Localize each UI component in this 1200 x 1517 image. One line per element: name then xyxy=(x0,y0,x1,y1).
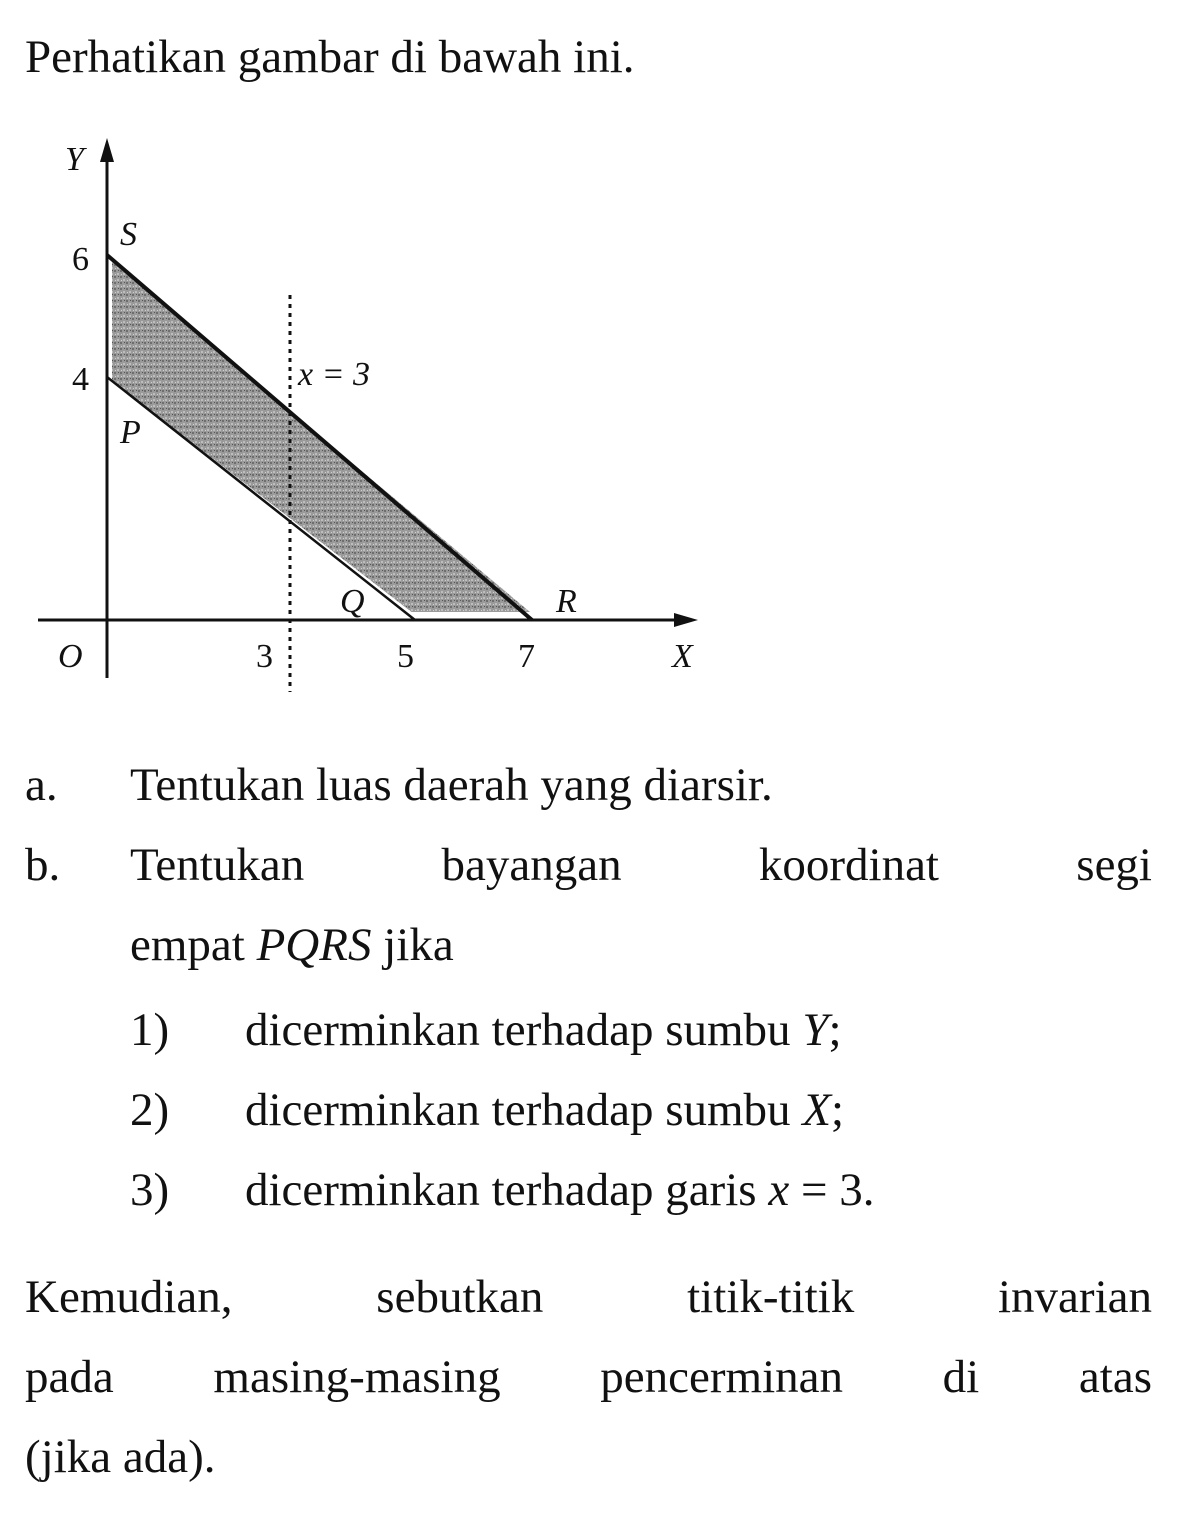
item-3-end: = 3. xyxy=(789,1164,875,1216)
question-a-text: Tentukan luas daerah yang diarsir. xyxy=(130,759,773,811)
item-3-text xyxy=(245,1163,874,1217)
item-1-text xyxy=(245,1003,842,1057)
x-tick-7: 7 xyxy=(518,638,535,675)
y-tick-6: 6 xyxy=(72,241,89,278)
item-2-label: dicerminkan terhadap sumbu xyxy=(245,1084,803,1136)
segment-sr xyxy=(107,255,532,620)
coordinate-figure xyxy=(0,0,760,720)
item-1-label: dicerminkan terhadap sumbu xyxy=(245,1004,803,1056)
x-tick-5: 5 xyxy=(397,638,414,675)
vertex-r-label: R xyxy=(556,583,577,620)
closing-line3: (jika ada). xyxy=(25,1431,216,1483)
line-x3-label: x = 3 xyxy=(298,356,371,393)
y-axis-arrow-icon xyxy=(100,138,114,162)
question-b-line2-pre: empat xyxy=(130,919,257,971)
x-axis-arrow-icon xyxy=(674,613,698,627)
question-b-line2-post: jika xyxy=(371,919,454,971)
question-b-line1: Tentukan bayangan koordinat segi xyxy=(130,839,1152,891)
closing-line1: Kemudian, sebutkan titik-titik invarian xyxy=(25,1271,1152,1323)
item-2-var: X xyxy=(802,1084,832,1136)
item-1-marker: 1) xyxy=(130,1004,170,1056)
item-2-text xyxy=(245,1083,844,1137)
vertex-q-label: Q xyxy=(340,583,365,620)
y-tick-4: 4 xyxy=(72,361,89,398)
item-1-var: Y xyxy=(802,1004,829,1056)
item-3-label: dicerminkan terhadap garis xyxy=(245,1164,769,1216)
item-1-end: ; xyxy=(828,1004,842,1056)
question-b-marker: b. xyxy=(25,839,61,891)
question-a-marker: a. xyxy=(25,759,58,811)
origin-label: O xyxy=(58,638,83,675)
instruction-title: Perhatikan gambar di bawah ini. xyxy=(25,31,635,83)
item-3-marker: 3) xyxy=(130,1164,170,1216)
item-2-marker: 2) xyxy=(130,1084,170,1136)
vertex-s-label: S xyxy=(120,216,137,253)
shape-name: PQRS xyxy=(256,919,372,971)
y-axis-label: Y xyxy=(65,141,84,178)
x-tick-3: 3 xyxy=(256,638,273,675)
question-b-line2 xyxy=(130,918,454,972)
closing-line2: pada masing-masing pencerminan di atas xyxy=(25,1351,1152,1403)
vertex-p-label: P xyxy=(120,414,141,451)
item-3-var: x xyxy=(768,1164,790,1216)
item-2-end: ; xyxy=(831,1084,845,1136)
x-axis-label: X xyxy=(672,638,693,675)
